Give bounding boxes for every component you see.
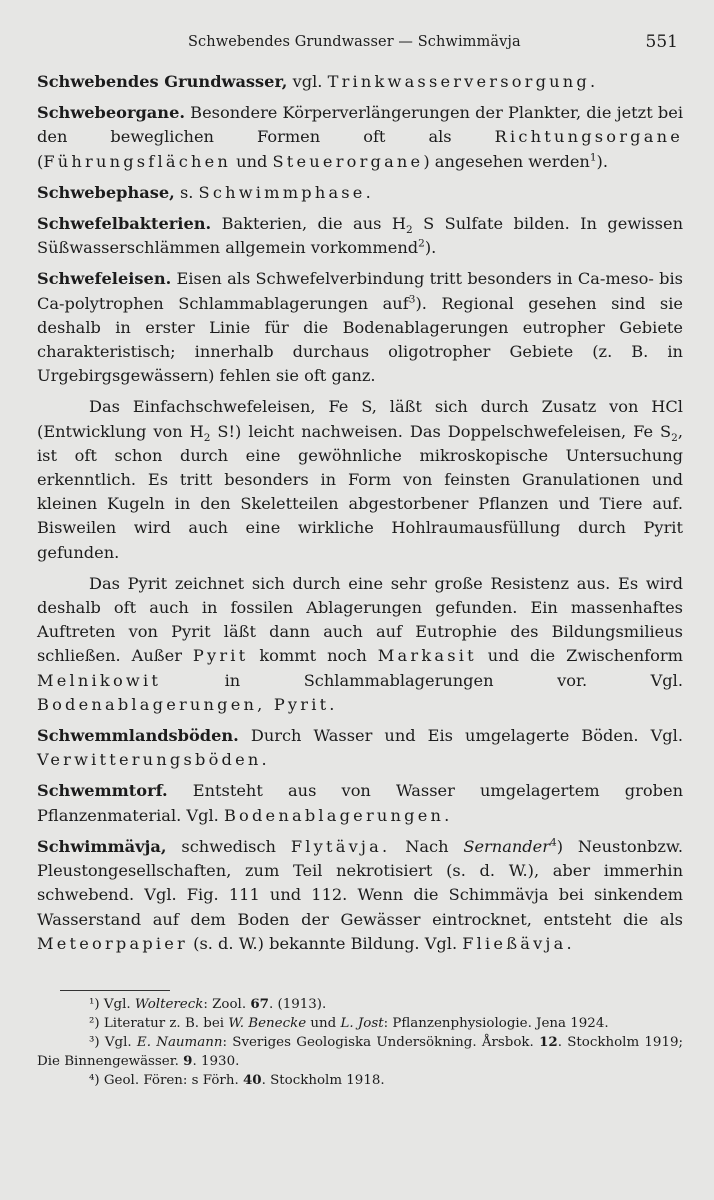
entry-schwemmlandsboeden bbox=[37, 724, 683, 772]
entry-text: vgl. bbox=[287, 72, 328, 91]
spaced-term: Flytävja. bbox=[290, 836, 391, 856]
footnote-text: : Sveriges Geologiska Undersökning. Årsbok. bbox=[222, 1035, 540, 1050]
page-number: 551 bbox=[645, 32, 678, 52]
cross-reference: Verwitterungsböden. bbox=[37, 750, 270, 770]
footnote-text: : Zool. bbox=[203, 997, 251, 1012]
spaced-term: Pyrit bbox=[192, 646, 249, 666]
footnote-text: . 1930. bbox=[192, 1054, 240, 1069]
footnote-text: . Stockholm 1918. bbox=[261, 1073, 385, 1088]
headword: Schwefeleisen. bbox=[37, 269, 172, 289]
footnote-text: Geol. Fören: s Förh. bbox=[99, 1073, 243, 1088]
headword: Schwemmlandsböden. bbox=[37, 726, 239, 746]
spaced-term: Richtungsorgane bbox=[494, 127, 683, 147]
volume-number: 9 bbox=[183, 1053, 193, 1069]
headword: Schwefelbakterien. bbox=[37, 214, 212, 234]
entry-schwemmtorf bbox=[37, 779, 683, 827]
cross-reference: Bodenablagerungen, Pyrit. bbox=[37, 694, 338, 714]
volume-number: 12 bbox=[539, 1034, 558, 1050]
entry-text: Eisen als Schwefelverbindung tritt besonders in Ca-meso- bis Ca-polytrophen Schlammablagerungen auf bbox=[37, 269, 683, 313]
entry-schwebendes-grundwasser bbox=[37, 70, 683, 94]
entry-text: schwedisch bbox=[166, 836, 291, 856]
footnote-number: ²) bbox=[89, 1016, 100, 1031]
entry-text: und bbox=[231, 151, 273, 171]
footnote-number: ⁴) bbox=[89, 1073, 100, 1088]
entry-text: Durch Wasser und Eis umgelagerte Böden. Vgl. bbox=[238, 726, 683, 746]
subscript: 2 bbox=[406, 224, 413, 237]
entry-text: S Sulfate bilden. In gewissen Süßwasserschlämmen allgemein vorkommend bbox=[37, 214, 683, 258]
footnote-marker: 1 bbox=[589, 151, 597, 164]
footnote-marker: 2 bbox=[418, 237, 425, 250]
running-head bbox=[0, 34, 714, 56]
volume-number: 67 bbox=[250, 996, 269, 1012]
footnote-text: Literatur z. B. bei bbox=[99, 1016, 229, 1031]
headword: Schwebendes Grundwasser, bbox=[37, 72, 288, 91]
author-name: E. Naumann bbox=[136, 1035, 223, 1050]
cross-reference: Bodenablagerungen. bbox=[223, 805, 453, 825]
cross-reference: Trinkwasserversorgung. bbox=[327, 72, 599, 91]
entry-text: ). bbox=[596, 151, 608, 171]
author-name: Sernander bbox=[463, 836, 550, 856]
entry-schwebeorgane bbox=[37, 101, 683, 174]
footnote-1 bbox=[37, 995, 683, 1014]
entry-text: ( bbox=[37, 151, 44, 171]
footnote-divider bbox=[60, 990, 170, 991]
footnote-text: und bbox=[306, 1016, 341, 1031]
headword: Schwimmävja, bbox=[37, 836, 167, 856]
spaced-term: Markasit bbox=[377, 646, 477, 666]
headword: Schwebeorgane. bbox=[37, 103, 186, 123]
spaced-term: Steuerorgane bbox=[272, 151, 424, 171]
page-body bbox=[37, 70, 683, 963]
cross-reference: Fließävja. bbox=[462, 933, 575, 953]
subscript: 2 bbox=[203, 431, 211, 444]
entry-text: ) Neustonbzw. Pleustongesellschaften, zum Teil nekrotisiert (s. d. W.), aber immerhin schwebend. Vgl. Fig. 111 und 112. Wenn die Schimmävja bei sinkendem Wasserstand auf dem Boden der Gewässer eintrocknet, entsteht die als bbox=[37, 836, 683, 929]
footnote-text: : Pflanzenphysiologie. Jena 1924. bbox=[383, 1016, 609, 1031]
footnote-2 bbox=[37, 1014, 683, 1033]
entry-text: ). Regional gesehen sind sie deshalb in erster Linie für die Bodenablagerungen eutropher Gebiete charakteristisch; innerhalb durchaus oligotropher Gebiete (z. B. in Urgebirgsgewässern) fehlen sie oft ganz. bbox=[37, 293, 683, 386]
subscript: 2 bbox=[671, 431, 678, 444]
paragraph-text: Das Einfachschwefeleisen, Fe S, läßt sich durch Zusatz von HCl (Entwicklung von H bbox=[37, 397, 683, 441]
entry-text: Nach bbox=[390, 836, 464, 856]
footnote-3 bbox=[37, 1033, 683, 1071]
entry-text: s. bbox=[174, 182, 199, 202]
running-title: Schwebendes Grundwasser — Schwimmävja bbox=[188, 34, 521, 50]
entry-schwefelbakterien bbox=[37, 212, 683, 260]
footnote-text: Vgl. bbox=[99, 1035, 137, 1050]
entry-text: ). bbox=[424, 238, 437, 258]
entry-text: Bakterien, die aus H bbox=[211, 214, 406, 234]
entry-text: (s. d. W.) bekannte Bildung. Vgl. bbox=[188, 933, 463, 953]
author-name: W. Benecke bbox=[228, 1016, 307, 1031]
paragraph-text: in Schlammablagerungen vor. Vgl. bbox=[161, 670, 683, 690]
paragraph-einfachschwefeleisen bbox=[37, 395, 683, 564]
entry-schwefeleisen bbox=[37, 267, 683, 388]
footnotes bbox=[37, 995, 683, 1090]
entry-schwebephase bbox=[37, 181, 683, 205]
footnote-4 bbox=[37, 1071, 683, 1090]
spaced-term: Führungsflächen bbox=[43, 151, 231, 171]
entry-text: Entsteht aus von Wasser umgelagertem groben Pflanzenmaterial. Vgl. bbox=[37, 781, 683, 825]
author-name: Woltereck bbox=[134, 997, 204, 1012]
footnote-number: ³) bbox=[89, 1035, 100, 1050]
footnote-text: Vgl. bbox=[99, 997, 135, 1012]
footnote-marker: 3 bbox=[408, 293, 416, 306]
spaced-term: Melnikowit bbox=[37, 670, 162, 690]
entry-text: Besondere Körperverlängerungen der Plankter, die jetzt bei den beweglichen Formen oft als bbox=[37, 103, 683, 147]
paragraph-text: und die Zwischenform bbox=[476, 646, 683, 666]
paragraph-text: kommt noch bbox=[248, 646, 378, 666]
entry-text: ) angesehen werden bbox=[423, 151, 590, 171]
paragraph-text: , ist oft schon durch eine gewöhnliche mikroskopische Untersuchung erkenntlich. Es tritt besonders in Form von feinsten Granulationen und kleinen Kugeln in den Skeletteilen abgestorbener Pflanzen und Tiere auf. Bisweilen wird auch eine wirkliche Hohlraumausfüllung durch Pyrit gefunden. bbox=[37, 421, 683, 562]
paragraph-text: Das Pyrit zeichnet sich durch eine sehr große Resistenz aus. Es wird deshalb oft auch in fossilen Ablagerungen gefunden. Ein massenhaftes Auftreten von Pyrit läßt dann auch auf Eutrophie des Bildungsmilieus schließen. Außer bbox=[37, 573, 683, 666]
paragraph-text: S!) leicht nachweisen. Das Doppelschwefeleisen, Fe S bbox=[210, 421, 672, 441]
entry-schwimmaevja bbox=[37, 835, 683, 956]
footnote-number: ¹) bbox=[89, 997, 100, 1012]
paragraph-pyrit bbox=[37, 572, 683, 717]
author-name: L. Jost bbox=[340, 1016, 384, 1031]
footnote-marker: 4 bbox=[549, 836, 557, 849]
spaced-term: Meteorpapier bbox=[37, 933, 188, 953]
footnote-text: . Stockholm 1919; Die Binnengewässer. bbox=[37, 1035, 683, 1069]
headword: Schwebephase, bbox=[37, 182, 175, 202]
headword: Schwemmtorf. bbox=[37, 781, 168, 801]
volume-number: 40 bbox=[242, 1072, 262, 1088]
footnote-text: . (1913). bbox=[268, 997, 327, 1012]
cross-reference: Schwimmphase. bbox=[198, 182, 374, 202]
